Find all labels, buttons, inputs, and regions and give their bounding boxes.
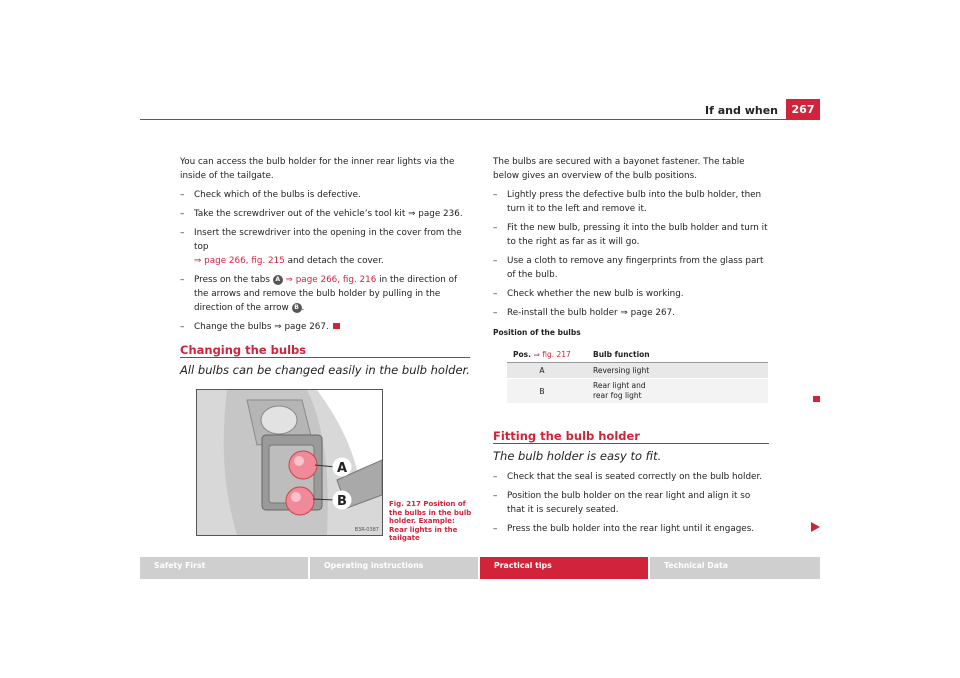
step-item [493, 306, 769, 320]
step-text: Lightly press the defective bulb into the bulb holder, then turn it to the left and remove it. [507, 190, 762, 214]
step-text: and detach the cover. [284, 256, 384, 266]
intro-paragraph: You can access the bulb holder for the inner rear lights via the inside of the tailgate. [180, 157, 455, 181]
table-cell-pos: B [539, 386, 545, 396]
step-item [493, 522, 769, 536]
figure-label-b: B [337, 494, 347, 509]
step-text: Press on the tabs [194, 275, 273, 285]
step-item [493, 287, 769, 301]
right-column [493, 155, 769, 320]
table-cell-text: Rear light and [593, 381, 646, 390]
fig-ref-link[interactable]: ⇒ page 266, fig. 216 [285, 275, 377, 285]
callout-b-icon: B [292, 303, 302, 313]
section-subtitle-changing: All bulbs can be changed easily in the bulb holder. [180, 363, 470, 377]
step-text: Use a cloth to remove any fingerprints from the glass part of the bulb. [507, 256, 764, 280]
page-ref-link[interactable]: ⇒ page 267. [620, 308, 675, 318]
table-row [507, 363, 768, 378]
table-header-func: Bulb function [593, 349, 650, 359]
step-item [180, 273, 470, 315]
table-cell-text: rear fog light [593, 391, 642, 400]
section-end-icon [333, 323, 340, 329]
page-ref-link[interactable]: ⇒ page 267. [274, 322, 329, 332]
step-item [493, 489, 769, 517]
step-item [180, 226, 470, 268]
bulb-holder-illustration [197, 390, 382, 535]
figure-label-a: A [336, 461, 348, 476]
step-item [493, 254, 769, 282]
step-item [493, 470, 769, 484]
table-header-text: Pos. [513, 349, 534, 359]
step-text: Take the screwdriver out of the vehicle’s tool kit [194, 209, 409, 219]
step-text: Check that the seal is seated correctly on the bulb holder. [507, 472, 763, 482]
table-row [507, 379, 768, 403]
fig-ref-link[interactable]: ⇒ page 266, fig. 215 [194, 256, 285, 266]
step-text: Check whether the new bulb is working. [507, 289, 684, 299]
step-item [180, 320, 470, 334]
section-subtitle-fitting: The bulb holder is easy to fit. [493, 449, 662, 463]
fitting-steps [493, 470, 769, 536]
page-number: 267 [786, 99, 820, 119]
step-text: . [301, 303, 305, 313]
table-cell-pos: A [539, 366, 545, 375]
step-item [493, 221, 769, 249]
left-column [180, 155, 470, 334]
table-header-pos [507, 350, 577, 359]
callout-a-icon: A [273, 275, 283, 285]
running-header-title: If and when [705, 104, 778, 117]
figure-bulb-holder [196, 389, 383, 536]
step-text: Press the bulb holder into the rear light until it engages. [507, 524, 755, 534]
bulb-position-table [507, 346, 768, 403]
step-item [180, 188, 470, 202]
section-title-fitting: Fitting the bulb holder [493, 429, 640, 443]
footer-tab-practical-tips[interactable]: Practical tips [480, 557, 648, 579]
intro-paragraph: The bulbs are secured with a bayonet fastener. The table below gives an overview of the bulb positions. [493, 157, 745, 181]
step-text: Insert the screwdriver into the opening in the cover from the top [194, 228, 462, 252]
step-item [180, 207, 470, 221]
footer-tab-technical-data[interactable]: Technical Data [650, 557, 820, 579]
step-text: Fit the new bulb, pressing it into the bulb holder and turn it to the right as far as it will go. [507, 223, 768, 247]
page-ref-link[interactable]: ⇒ page 236. [408, 209, 463, 219]
section-rule [493, 443, 769, 444]
section-title-changing: Changing the bulbs [180, 343, 307, 357]
step-text: Re-install the bulb holder [507, 308, 621, 318]
table-header-row [507, 346, 768, 362]
step-text: in the direction of the arrows and remove the bulb holder by pulling in the direction of the arrow [194, 275, 458, 313]
table-cell-func [577, 381, 768, 401]
fig-ref-link[interactable]: ⇒ fig. 217 [533, 349, 571, 359]
continue-arrow-icon [811, 522, 820, 532]
table-cell-func: Reversing light [593, 366, 650, 375]
step-item [493, 188, 769, 216]
step-text: Change the bulbs [194, 322, 275, 332]
footer-tab-safety-first[interactable]: Safety First [140, 557, 308, 579]
footer-tab-operating-instructions[interactable]: Operating instructions [310, 557, 478, 579]
step-text: Check which of the bulbs is defective. [194, 190, 361, 200]
table-title: Position of the bulbs [493, 328, 581, 337]
figure-caption: Fig. 217 Position of the bulbs in the bulb holder. Example: Rear lights in the tailgate [389, 500, 472, 542]
header-rule [140, 119, 820, 120]
figure-code: B3R-0387 [354, 527, 379, 533]
step-text: Position the bulb holder on the rear light and align it so that it is securely seated. [507, 491, 751, 515]
section-end-icon [813, 396, 820, 402]
section-rule [180, 357, 470, 358]
